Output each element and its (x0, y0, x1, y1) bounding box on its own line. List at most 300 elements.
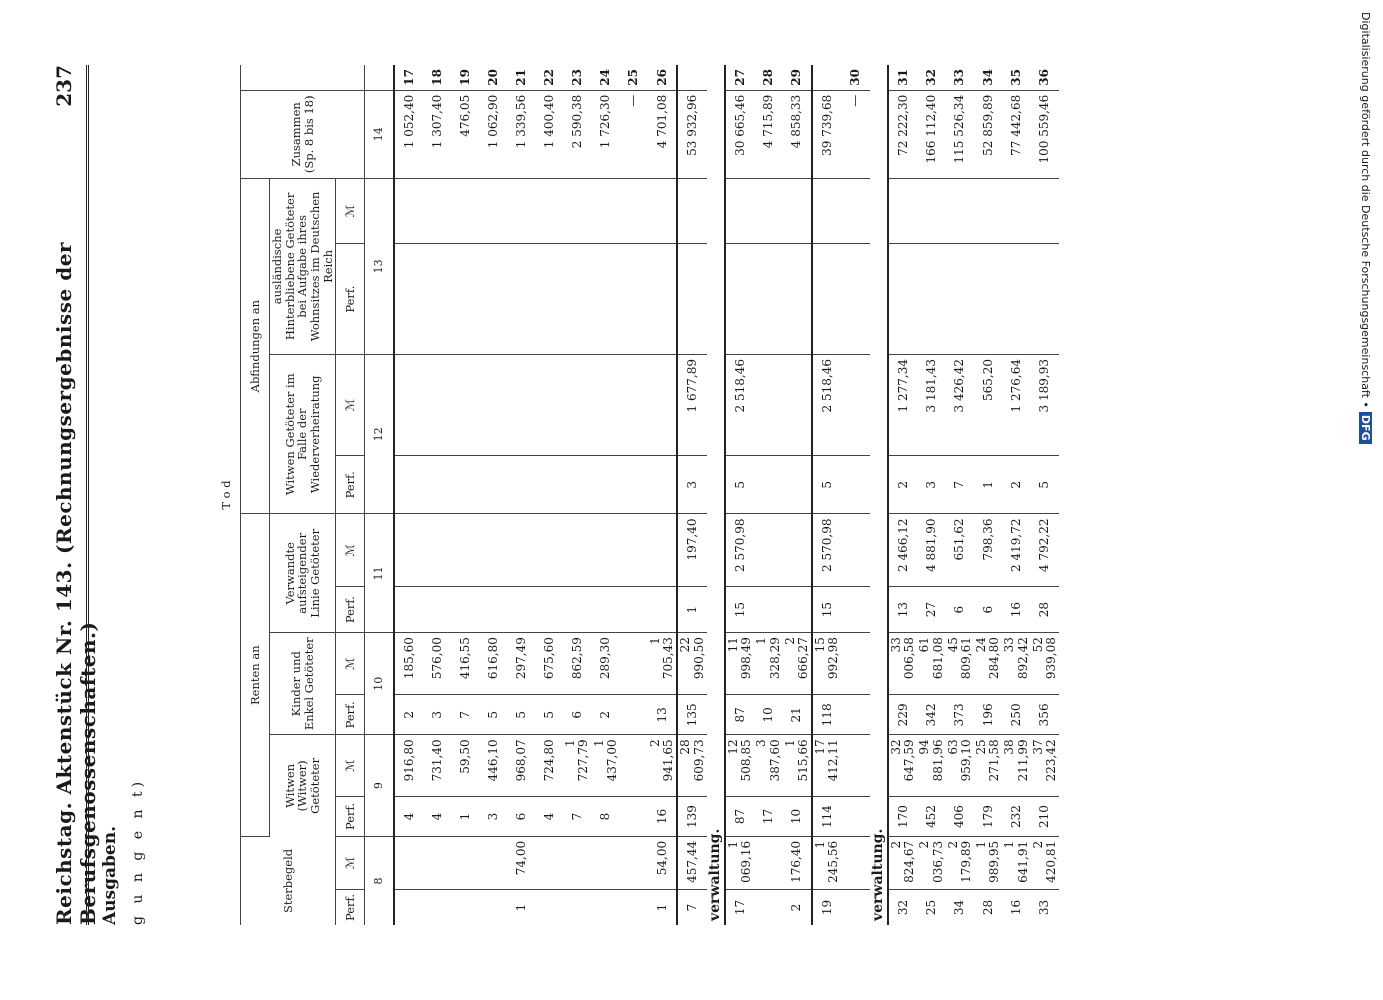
table-row (754, 65, 782, 925)
table-cell: 87 (725, 695, 754, 735)
header-witwen: Witwen (Witwer) Getöteter (270, 735, 336, 837)
table-cell: 10 (754, 695, 782, 735)
table-cell: 731,40 (423, 735, 451, 797)
table-cell (648, 587, 677, 633)
table-cell (451, 244, 479, 355)
table-cell: 3 (423, 695, 451, 735)
table-cell (423, 178, 451, 244)
unit-mark: ℳ (336, 836, 365, 889)
table-cell (479, 836, 507, 889)
table-row (535, 65, 563, 925)
table-cell: 2 (888, 456, 917, 514)
table-cell: 27 (917, 587, 945, 633)
table-cell: 3 (677, 456, 706, 514)
row-number: 21 (507, 65, 535, 90)
table-cell: 5 (812, 456, 841, 514)
table-row (677, 65, 706, 925)
header-verwandte: Verwandte aufsteigender Linie Getöteter (270, 514, 336, 633)
table-cell (677, 244, 706, 355)
table-cell (592, 514, 620, 587)
section-gap-row (707, 65, 725, 925)
table-cell: 1 062,90 (479, 90, 507, 178)
row-number: 35 (1002, 65, 1030, 90)
table-cell: 1 705,43 (648, 633, 677, 695)
table-cell (563, 514, 591, 587)
table-cell (1002, 178, 1030, 244)
table-cell: 6 (946, 587, 974, 633)
table-cell (394, 244, 423, 355)
table-cell (535, 178, 563, 244)
table-cell (535, 514, 563, 587)
table-cell: 651,62 (946, 514, 974, 587)
unit-mark: ℳ (336, 355, 365, 456)
table-cell: 3 (917, 456, 945, 514)
table-cell: 16 (648, 797, 677, 837)
table-cell: 452 (917, 797, 945, 837)
column-number: 9 (365, 735, 395, 837)
row-number: 20 (479, 65, 507, 90)
header-zusammen: Zusammen (Sp. 8 bis 18) (241, 90, 365, 178)
table-cell: 1 245,56 (812, 836, 841, 889)
table-cell: 28 609,73 (677, 735, 706, 797)
table-cell (842, 178, 870, 244)
row-number: 26 (648, 65, 677, 90)
table-row (1002, 65, 1030, 925)
table-cell: 1 339,56 (507, 90, 535, 178)
table-cell: 1 (974, 456, 1002, 514)
table-cell (563, 456, 591, 514)
table-cell (620, 456, 648, 514)
table-cell (620, 514, 648, 587)
row-number: 30 (842, 65, 870, 90)
table-cell: 179 (974, 797, 1002, 837)
table-cell (451, 587, 479, 633)
table-cell (812, 244, 841, 355)
table-cell (754, 836, 782, 889)
row-number: 23 (563, 65, 591, 90)
table-cell (1002, 244, 1030, 355)
table-cell (563, 178, 591, 244)
table-cell (535, 836, 563, 889)
table-cell (394, 889, 423, 925)
table-cell: 54,00 (648, 836, 677, 889)
table-cell: 576,00 (423, 633, 451, 695)
sidebar-text: Digitalisierung gefördert durch die Deutsche Forschungsgemeinschaft • (1359, 12, 1372, 408)
table-cell (507, 355, 535, 456)
table-cell: 28 (1031, 587, 1059, 633)
table-cell (423, 836, 451, 889)
units-row (336, 65, 365, 925)
table-cell: 862,59 (563, 633, 591, 695)
table-row (842, 65, 870, 925)
table-cell: 15 (812, 587, 841, 633)
table-cell (563, 355, 591, 456)
row-number: 25 (620, 65, 648, 90)
table-cell (754, 244, 782, 355)
column-number: 8 (365, 836, 395, 925)
table-cell: 3 426,42 (946, 355, 974, 456)
table-cell (394, 514, 423, 587)
table-cell (1031, 178, 1059, 244)
unit-pers: Perf. (336, 889, 365, 925)
unit-pers: Perf. (336, 244, 365, 355)
table-cell: 2 (394, 695, 423, 735)
table-cell: 3 189,93 (1031, 355, 1059, 456)
table-cell (620, 587, 648, 633)
table-cell: 100 559,46 (1031, 90, 1059, 178)
table-cell: 196 (974, 695, 1002, 735)
table-cell (842, 244, 870, 355)
table-cell: 406 (946, 797, 974, 837)
row-number: 18 (423, 65, 451, 90)
table-cell (563, 889, 591, 925)
table-cell: 19 (812, 889, 841, 925)
table-cell: 32 (888, 889, 917, 925)
table-cell: 28 (980, 899, 995, 916)
table-cell (842, 456, 870, 514)
table-cell (535, 355, 563, 456)
table-cell (842, 797, 870, 837)
column-number: 13 (365, 178, 395, 354)
table-cell: 2 518,46 (812, 355, 841, 456)
table-cell: 4 701,08 (648, 90, 677, 178)
table-cell: 1 (677, 587, 706, 633)
table-cell (620, 735, 648, 797)
table-cell: 616,80 (479, 633, 507, 695)
table-cell: 4 (423, 797, 451, 837)
header-auslaendische: ausländische Hinterbliebene Getöteter bei Aufgabe ihres Wohnsitzes im Deutschen Reich (270, 178, 336, 354)
table-cell: 1 (451, 797, 479, 837)
table-cell: 5 (1031, 456, 1059, 514)
table-cell: 45 809,61 (946, 633, 974, 695)
table-row (917, 65, 945, 925)
column-number-blank (365, 65, 395, 90)
table-cell (620, 889, 648, 925)
row-number: 28 (754, 65, 782, 90)
table-row (888, 65, 917, 925)
table-cell: 1 989,95 (974, 836, 1002, 889)
table-cell: 13 (888, 587, 917, 633)
table-cell: 38 211,99 (1002, 735, 1030, 797)
table-cell: 2 570,98 (812, 514, 841, 587)
table-cell (648, 514, 677, 587)
table-cell: 10 (783, 797, 812, 837)
table-cell (648, 456, 677, 514)
dfg-logo: DFG (1359, 412, 1372, 444)
table-cell: 25 (923, 899, 938, 916)
table-cell (754, 587, 782, 633)
section-gap-row (870, 65, 888, 925)
table-cell (451, 836, 479, 889)
table-cell (783, 587, 812, 633)
table-cell: 13 (648, 695, 677, 735)
table-row (507, 65, 535, 925)
table-cell (842, 633, 870, 695)
section-ausgaben: Ausgaben. (100, 825, 120, 925)
table-cell: 2 518,46 (725, 355, 754, 456)
table-cell (535, 587, 563, 633)
table-cell (648, 355, 677, 456)
unit-pers: Perf. (336, 695, 365, 735)
table-cell (842, 355, 870, 456)
table-row (563, 65, 591, 925)
table-cell: 4 792,22 (1031, 514, 1059, 587)
table-cell (842, 514, 870, 587)
row-number: 33 (946, 65, 974, 90)
unit-mark: ℳ (336, 514, 365, 587)
table-cell: 15 992,98 (812, 633, 841, 695)
table-cell: 232 (1002, 797, 1030, 837)
table-cell: 197,40 (677, 514, 706, 587)
row-number: 34 (974, 65, 1002, 90)
table-cell (563, 244, 591, 355)
section-gungen: g u n g e n t) (130, 777, 146, 925)
table-cell: 2 (789, 903, 804, 912)
table-cell (507, 178, 535, 244)
table-cell (563, 587, 591, 633)
table-cell (479, 456, 507, 514)
column-number: 14 (365, 90, 395, 178)
table-cell (946, 178, 974, 244)
table-cell: 297,49 (507, 633, 535, 695)
table-cell: 1 400,40 (535, 90, 563, 178)
header-rule (86, 65, 89, 925)
table-cell (394, 178, 423, 244)
table-cell (592, 456, 620, 514)
table-cell: 114 (812, 797, 841, 837)
table-cell (648, 178, 677, 244)
row-number: 32 (917, 65, 945, 90)
table-cell (479, 889, 507, 925)
table-cell: 77 442,68 (1002, 90, 1030, 178)
table-cell: 17 (754, 797, 782, 837)
table-cell: 61 681,08 (917, 633, 945, 695)
table-cell (677, 178, 706, 244)
row-number: 36 (1031, 65, 1059, 90)
table-cell: 7 (451, 695, 479, 735)
table-row (620, 65, 648, 925)
table-cell: 2 666,27 (783, 633, 812, 695)
table-cell (842, 695, 870, 735)
table-cell (917, 178, 945, 244)
table-cell (974, 244, 1002, 355)
table-cell (479, 355, 507, 456)
table-cell (1031, 244, 1059, 355)
table-cell (620, 797, 648, 837)
table-cell: 373 (946, 695, 974, 735)
table-cell: 1 677,89 (677, 355, 706, 456)
table-cell: 798,36 (974, 514, 1002, 587)
table-cell: 17 (725, 889, 754, 925)
table-cell (563, 836, 591, 889)
table-cell: 342 (917, 695, 945, 735)
data-table (212, 65, 1059, 925)
table-cell: 87 (725, 797, 754, 837)
table-row (479, 65, 507, 925)
row-number: 19 (451, 65, 479, 90)
table-cell: 7 (946, 456, 974, 514)
table-row (592, 65, 620, 925)
table-cell (592, 355, 620, 456)
table-cell (535, 244, 563, 355)
row-number (812, 65, 841, 90)
table-cell (423, 456, 451, 514)
column-number: 10 (365, 633, 395, 735)
row-number (677, 65, 706, 90)
table-cell: 1 328,29 (754, 633, 782, 695)
table-cell: 5 (479, 695, 507, 735)
row-number: 17 (394, 65, 423, 90)
table-cell: 33 (1037, 899, 1052, 916)
table-cell: 16 (1002, 587, 1030, 633)
table-row (423, 65, 451, 925)
table-cell: 2 590,38 (563, 90, 591, 178)
table-cell (648, 244, 677, 355)
page-number: 237 (52, 65, 76, 107)
table-cell (592, 889, 620, 925)
table-cell: 53 932,96 (677, 90, 706, 178)
table-cell: 16 (1009, 899, 1024, 916)
table-cell (507, 244, 535, 355)
table-cell (535, 889, 563, 925)
table-cell: 176,40 (783, 836, 812, 889)
table-cell (754, 355, 782, 456)
table-cell (507, 514, 535, 587)
table-cell (479, 244, 507, 355)
table-cell: 24 284,80 (974, 633, 1002, 695)
header-abfindungen-an: Abfindungen an (241, 178, 270, 514)
table-cell: 3 181,43 (917, 355, 945, 456)
unit-mark: ℳ (336, 178, 365, 244)
unit-pers: Perf. (336, 587, 365, 633)
table-cell: 2 179,89 (946, 836, 974, 889)
table-cell: 74,00 (507, 836, 535, 889)
table-cell: 250 (1002, 695, 1030, 735)
table-cell: 2 (592, 695, 620, 735)
table-cell (479, 178, 507, 244)
table-cell: 115 526,34 (946, 90, 974, 178)
unit-pers: Perf. (336, 797, 365, 837)
table-cell: 30 665,46 (725, 90, 754, 178)
table-cell: 2 466,12 (888, 514, 917, 587)
table-cell: 6 (974, 587, 1002, 633)
table-cell (620, 836, 648, 889)
table-cell: 1 641,91 (1002, 836, 1030, 889)
header-tod: T o d (212, 65, 241, 925)
table-cell (754, 456, 782, 514)
table-cell (620, 695, 648, 735)
table-cell (974, 178, 1002, 244)
table-row (946, 65, 974, 925)
table-row (451, 65, 479, 925)
table-cell (783, 456, 812, 514)
table-cell: 1 515,66 (783, 735, 812, 797)
column-number: 11 (365, 514, 395, 633)
unit-mark: ℳ (336, 633, 365, 695)
table-cell (592, 836, 620, 889)
table-cell: 59,50 (451, 735, 479, 797)
section-gap-cell: verwaltung. (869, 828, 886, 921)
table-row (1031, 65, 1059, 925)
table-row (394, 65, 423, 925)
table-cell (620, 633, 648, 695)
table-cell (754, 889, 782, 925)
table-cell (423, 244, 451, 355)
table-cell (888, 244, 917, 355)
table-cell: 166 112,40 (917, 90, 945, 178)
table-cell (620, 244, 648, 355)
table-cell (842, 836, 870, 889)
table-cell: 2 570,98 (725, 514, 754, 587)
table-cell (812, 178, 841, 244)
table-cell (451, 178, 479, 244)
table-cell: 4 858,33 (783, 90, 812, 178)
table-cell (479, 514, 507, 587)
table-cell: 7 (563, 797, 591, 837)
table-cell (535, 456, 563, 514)
table-cell: 675,60 (535, 633, 563, 695)
table-cell: 457,44 (677, 836, 706, 889)
table-cell: 4 (535, 797, 563, 837)
table-row (648, 65, 677, 925)
table-cell: 416,55 (451, 633, 479, 695)
table-cell: 11 998,49 (725, 633, 754, 695)
table-cell (620, 178, 648, 244)
table-row (783, 65, 812, 925)
table-cell: 2 (1002, 456, 1030, 514)
table-cell (451, 514, 479, 587)
table-cell: 15 (725, 587, 754, 633)
table-cell: 1 726,30 (592, 90, 620, 178)
table-cell: 22 990,50 (677, 633, 706, 695)
table-cell (754, 514, 782, 587)
table-cell (394, 587, 423, 633)
table-cell: 21 (783, 695, 812, 735)
table-cell: 37 223,42 (1031, 735, 1059, 797)
table-cell: 5 (535, 695, 563, 735)
table-cell (754, 178, 782, 244)
table-cell: 118 (812, 695, 841, 735)
table-cell: 185,60 (394, 633, 423, 695)
table-cell: 170 (888, 797, 917, 837)
table-cell (479, 587, 507, 633)
table-cell (507, 456, 535, 514)
table-cell (725, 244, 754, 355)
row-number: 27 (725, 65, 754, 90)
table-cell (946, 244, 974, 355)
table-cell: 210 (1031, 797, 1059, 837)
table-cell (783, 178, 812, 244)
table-cell: 4 715,89 (754, 90, 782, 178)
table-cell: 968,07 (507, 735, 535, 797)
row-number: 24 (592, 65, 620, 90)
table-cell: 33 006,58 (888, 633, 917, 695)
table-cell (592, 244, 620, 355)
table-cell: 1 069,16 (725, 836, 754, 889)
table-row (974, 65, 1002, 925)
table-cell: 17 412,11 (812, 735, 841, 797)
table-cell (423, 514, 451, 587)
table-cell: 72 222,30 (888, 90, 917, 178)
table-cell: 39 739,68 (812, 90, 841, 178)
row-number: 31 (888, 65, 917, 90)
header-sterbegeld: Sterbegeld (241, 836, 336, 925)
unit-mark: ℳ (336, 735, 365, 797)
table-cell: 446,10 (479, 735, 507, 797)
table-row (812, 65, 841, 925)
table-cell: 3 (479, 797, 507, 837)
table-cell (842, 587, 870, 633)
